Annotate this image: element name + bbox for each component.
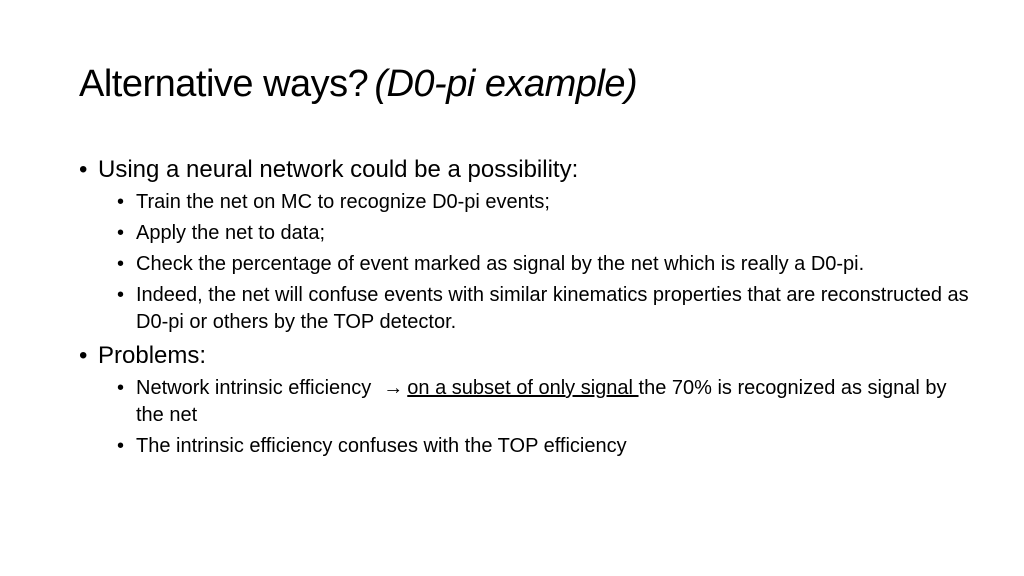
sub-bullet-item [98,282,969,336]
bullet-text: Using a neural network could be a possibility: [98,156,579,183]
slide-content [79,155,969,464]
sub-bullet-item [98,220,969,247]
sub-bullet-text: Apply the net to data; [136,222,326,244]
slide-title [79,58,637,110]
sub-bullet-text: Train the net on MC to recognize D0-pi events; [136,191,550,213]
bullet-icon: • [79,342,88,369]
bullet-icon: • [79,156,88,183]
bullet-icon: • [117,191,125,213]
bullet-icon: • [117,284,125,306]
bullet-icon: • [117,253,125,275]
bullet-icon: • [117,377,125,399]
bullet-list [79,155,969,460]
slide-title-main: Alternative ways? [79,63,369,105]
underlined-text: on a subset of only signal [407,377,639,399]
sub-bullet-list [98,189,969,336]
efficiency-label: Network intrinsic efficiency [136,377,372,399]
sub-bullet-item [98,433,969,460]
bullet-item-problems [79,341,969,460]
sub-bullet-item-efficiency [98,375,969,429]
bullet-item-neural-network [79,155,969,336]
sub-bullet-item [98,251,969,278]
bullet-icon: • [117,222,125,244]
sub-bullet-text: Check the percentage of event marked as signal by the net which is really a D0-pi. [136,253,865,275]
sub-bullet-list [98,375,969,460]
sub-bullet-item [98,189,969,216]
bullet-icon: • [117,435,125,457]
bullet-text: Problems: [98,342,207,369]
arrow-right-icon: → [383,377,404,399]
sub-bullet-text: Indeed, the net will confuse events with similar kinematics properties that are reconstructed as D0-pi or others by the TOP detector. [136,284,969,333]
efficiency-result: the 70% is recognized as signal by the net [136,377,947,426]
sub-bullet-text: The intrinsic efficiency confuses with the TOP efficiency [136,435,627,457]
slide-title-italic: (D0-pi example) [374,63,638,105]
